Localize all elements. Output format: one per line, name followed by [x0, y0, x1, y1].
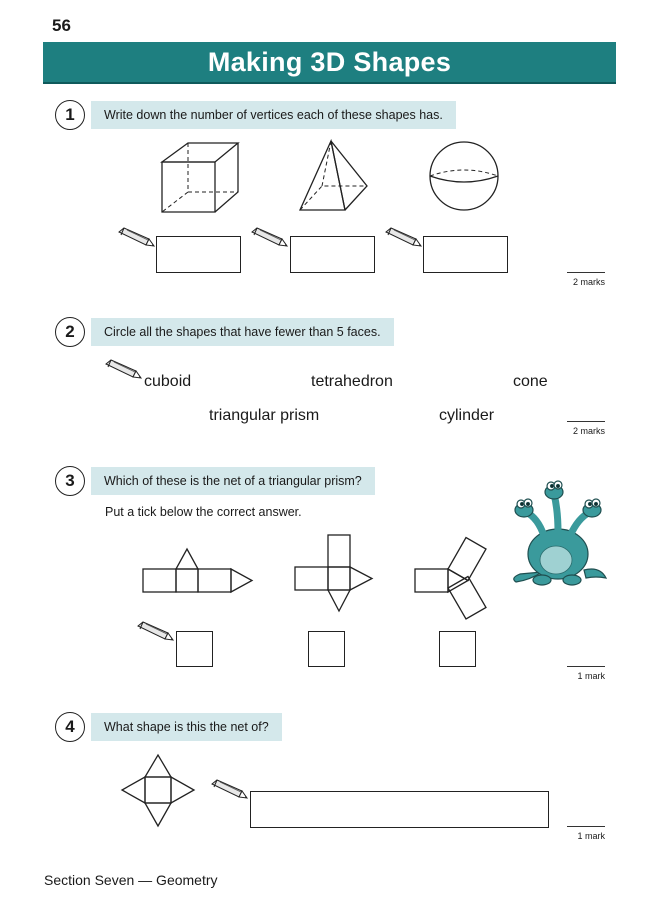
option-cylinder[interactable]: cylinder [439, 407, 495, 424]
pencil-icon [212, 780, 248, 800]
pencil-icon [106, 360, 142, 380]
pyramid-shape [297, 138, 371, 216]
option-triangular-prism[interactable]: triangular prism [209, 407, 320, 424]
question-4-marks: 1 mark [567, 826, 605, 841]
pencil-icon [386, 228, 422, 248]
question-1-number: 1 [55, 100, 85, 130]
title-bar [43, 42, 616, 84]
footer-section: Section Seven — Geometry [44, 872, 218, 888]
net-option-b [294, 533, 376, 615]
question-2-prompt: Circle all the shapes that have fewer than 5 faces. [91, 318, 394, 346]
tick-box-c[interactable] [439, 631, 476, 667]
pencil-icon [119, 228, 155, 248]
pencil-icon [138, 622, 174, 642]
question-2-number: 2 [55, 317, 85, 347]
cube-shape [158, 140, 243, 216]
page-title: Making 3D Shapes [207, 46, 452, 77]
net-pyramid [119, 753, 199, 829]
question-3-prompt: Which of these is the net of a triangular prism? [91, 467, 375, 495]
option-cone[interactable]: cone [513, 373, 548, 390]
question-4-prompt: What shape is this the net of? [91, 713, 282, 741]
q4-answer-box[interactable] [250, 791, 549, 828]
tick-box-b[interactable] [308, 631, 345, 667]
net-option-c [413, 527, 491, 619]
option-cuboid[interactable]: cuboid [144, 373, 192, 390]
question-1-marks: 2 marks [567, 272, 605, 287]
question-3-marks: 1 mark [567, 666, 605, 681]
question-3-number: 3 [55, 466, 85, 496]
option-tetrahedron[interactable]: tetrahedron [311, 373, 393, 390]
net-option-a [142, 545, 256, 595]
question-1-prompt: Write down the number of vertices each of these shapes has. [91, 101, 456, 129]
q1-answer-box-cube[interactable] [156, 236, 241, 273]
question-2-marks: 2 marks [567, 421, 605, 436]
monster-illustration [512, 476, 610, 588]
question-4-number: 4 [55, 712, 85, 742]
sphere-shape [428, 140, 502, 214]
q1-answer-box-pyramid[interactable] [290, 236, 375, 273]
tick-box-a[interactable] [176, 631, 213, 667]
page-number: 56 [52, 16, 71, 35]
question-3-instruction: Put a tick below the correct answer. [105, 505, 302, 519]
pencil-icon [252, 228, 288, 248]
q1-answer-box-sphere[interactable] [423, 236, 508, 273]
